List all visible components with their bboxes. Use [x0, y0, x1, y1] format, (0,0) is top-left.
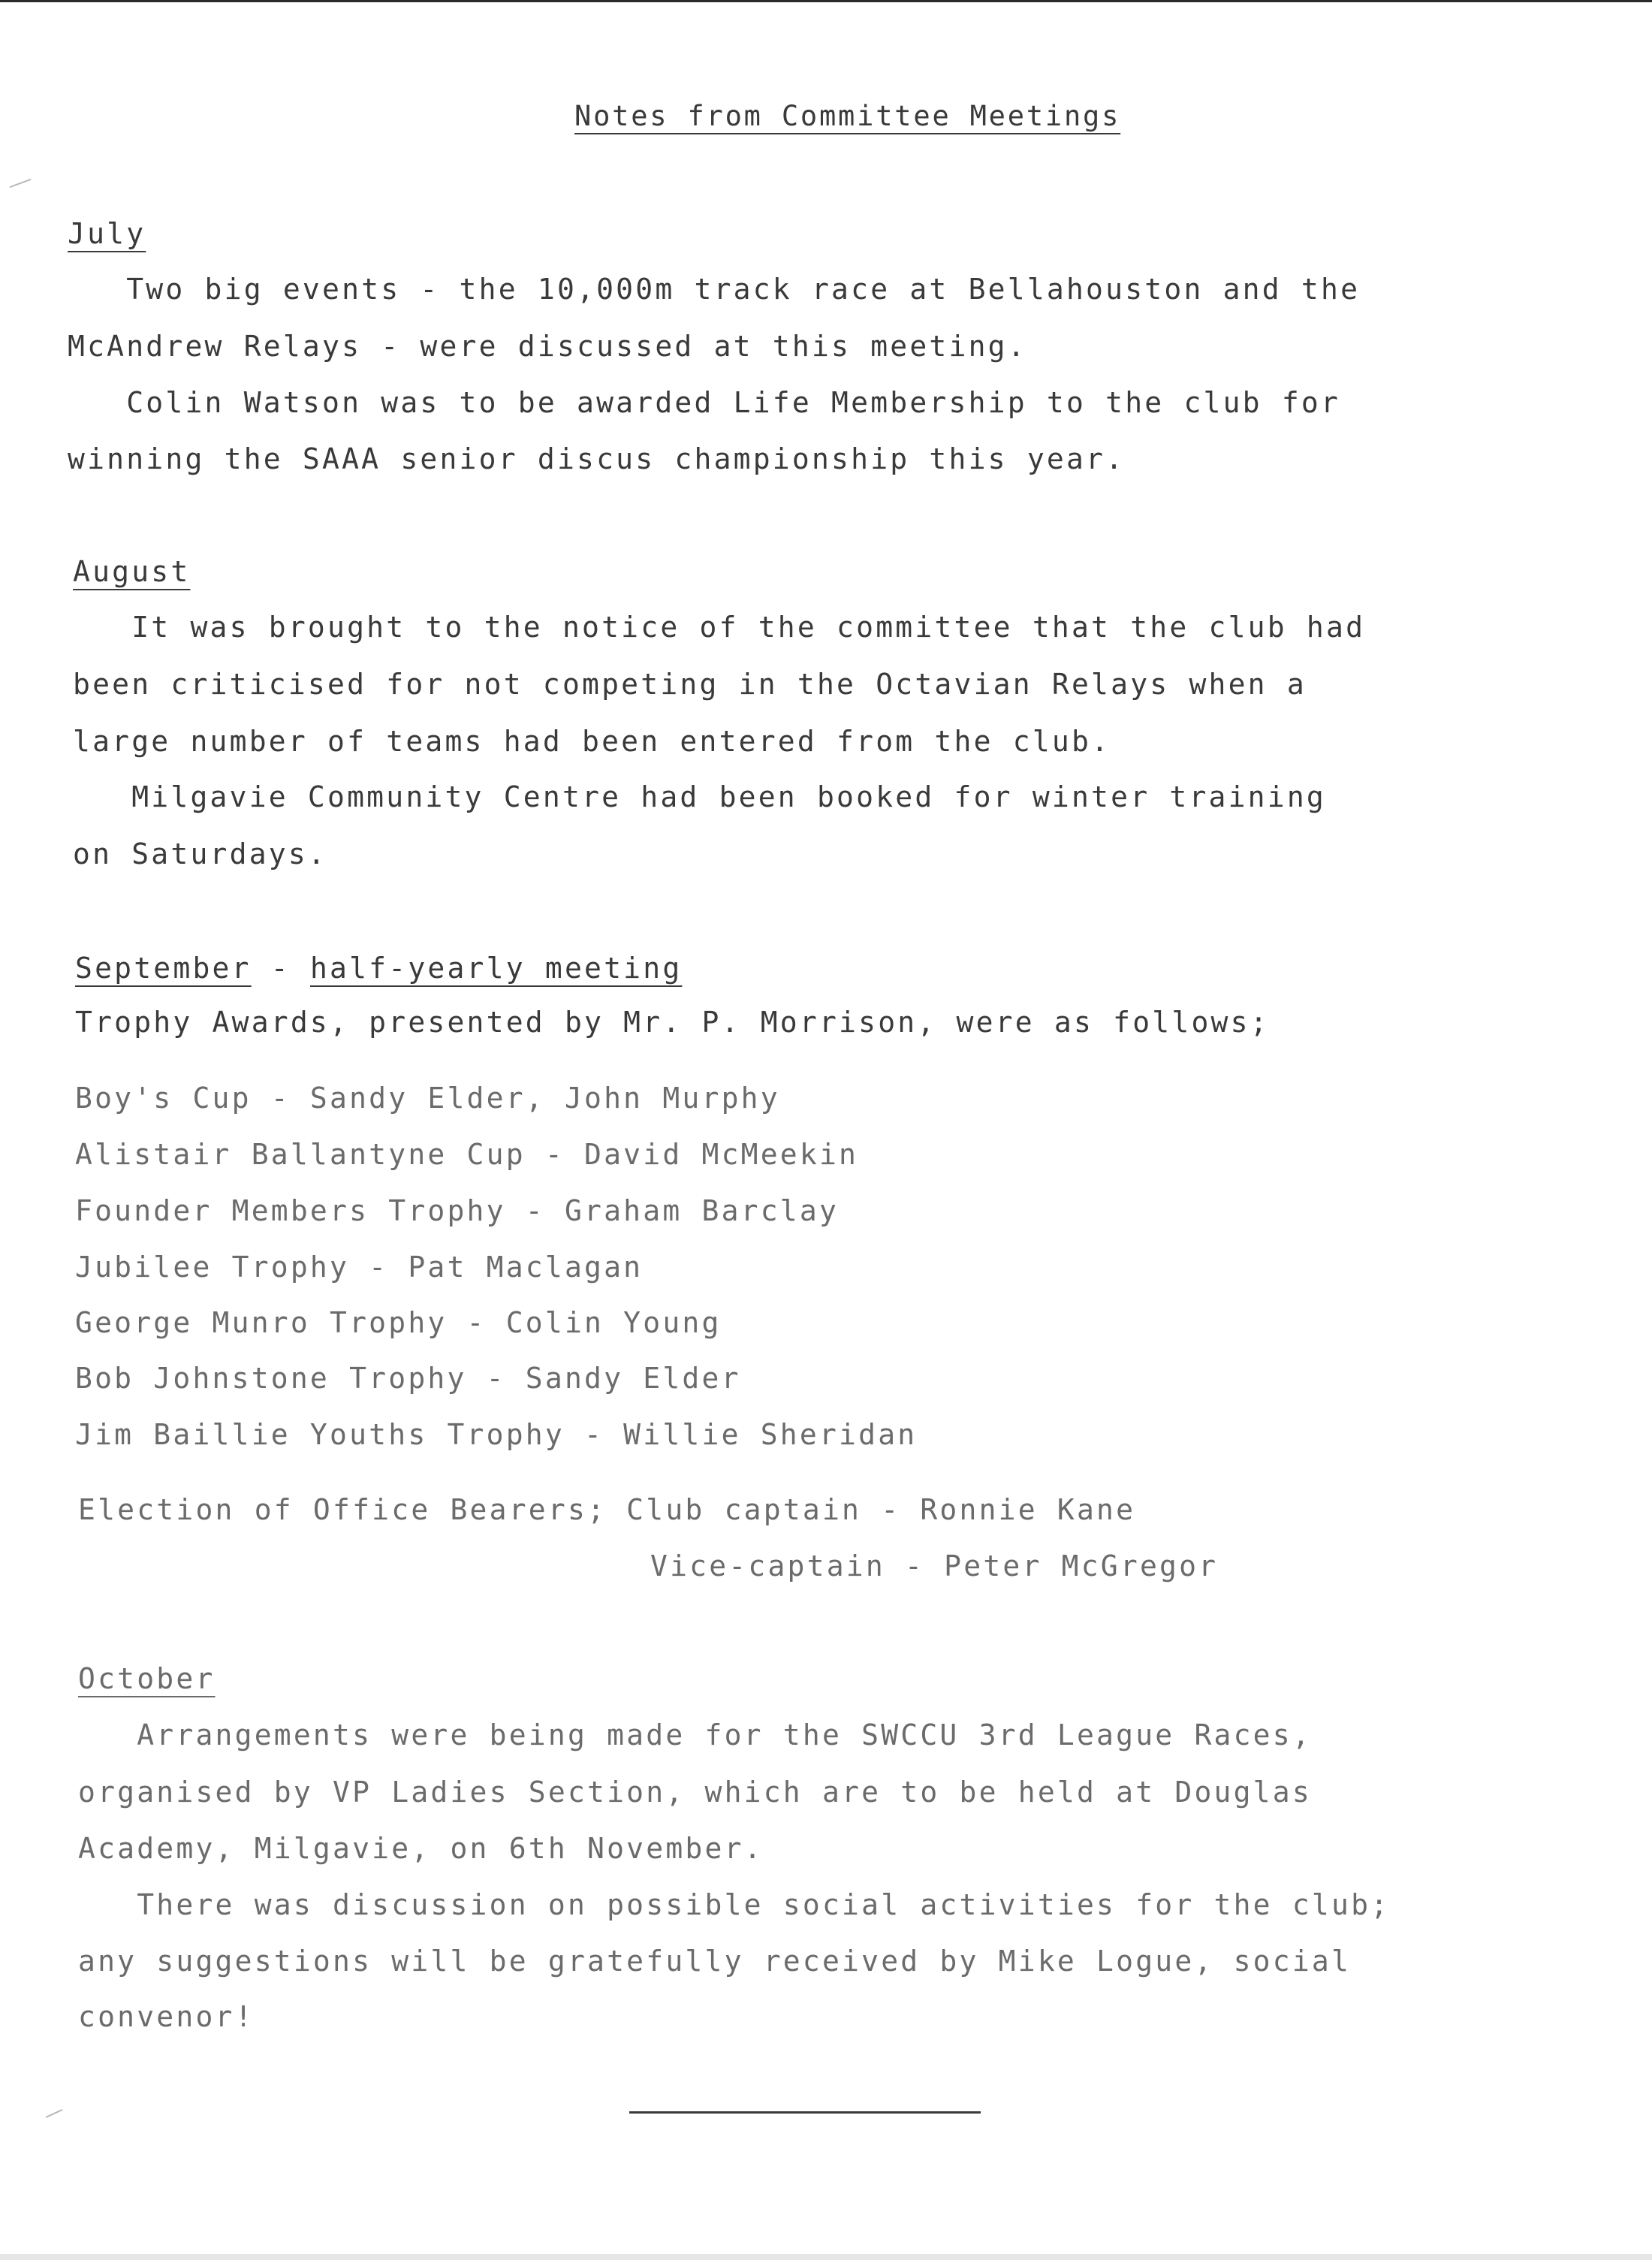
closing-rule: [629, 2111, 981, 2114]
trophy-awards-intro: Trophy Awards, presented by Mr. P. Morrison, were as follows;: [75, 1006, 1270, 1039]
october-line-6: convenor!: [78, 2000, 255, 2033]
award-item: Founder Members Trophy - Graham Barclay: [75, 1194, 840, 1227]
july-line-1: Two big events - the 10,000m track race at Bellahouston and the: [68, 273, 1361, 306]
award-item: Bob Johnstone Trophy - Sandy Elder: [75, 1362, 741, 1395]
award-item: Alistair Ballantyne Cup - David McMeekin: [75, 1138, 859, 1171]
section-heading-july: July: [68, 217, 146, 250]
award-item: George Munro Trophy - Colin Young: [75, 1306, 722, 1339]
august-line-3: large number of teams had been entered from the club.: [73, 725, 1111, 758]
award-item: Jim Baillie Youths Trophy - Willie Sheridan: [75, 1418, 918, 1451]
section-heading-october: October: [78, 1662, 216, 1695]
paper-mark: [46, 2109, 63, 2118]
july-line-3: Colin Watson was to be awarded Life Membership to the club for: [68, 386, 1341, 419]
vice-captain-line: Vice-captain - Peter McGregor: [650, 1549, 1219, 1583]
election-line: Election of Office Bearers; Club captain - Ronnie Kane: [78, 1493, 1136, 1526]
july-line-4: winning the SAAA senior discus championship this year.: [68, 442, 1126, 475]
heading-separator: -: [251, 952, 310, 985]
august-line-4: Milgavie Community Centre had been booked for winter training: [73, 780, 1326, 813]
section-heading-august: August: [73, 555, 191, 588]
page-title: Notes from Committee Meetings: [574, 100, 1121, 132]
october-line-1: Arrangements were being made for the SWCCU 3rd League Races,: [78, 1718, 1312, 1752]
july-line-2: McAndrew Relays - were discussed at this meeting.: [68, 330, 1027, 363]
september-heading-row: [75, 950, 682, 986]
page-bottom-edge: [0, 2254, 1652, 2260]
award-item: Boy's Cup - Sandy Elder, John Murphy: [75, 1082, 780, 1115]
october-line-4: There was discussion on possible social activities for the club;: [78, 1888, 1391, 1921]
award-item: Jubilee Trophy - Pat Maclagan: [75, 1251, 644, 1284]
august-line-2: been criticised for not competing in the Octavian Relays when a: [73, 668, 1307, 701]
paper-mark: [10, 179, 32, 188]
section-heading-september: September: [75, 952, 252, 985]
august-line-1: It was brought to the notice of the committee that the club had: [73, 611, 1366, 644]
august-line-5: on Saturdays.: [73, 837, 328, 871]
october-line-5: any suggestions will be gratefully received by Mike Logue, social: [78, 1945, 1352, 1978]
october-line-3: Academy, Milgavie, on 6th November.: [78, 1832, 764, 1865]
october-line-2: organised by VP Ladies Section, which are to be held at Douglas: [78, 1776, 1312, 1809]
section-subheading-half-yearly: half-yearly meeting: [309, 952, 683, 985]
